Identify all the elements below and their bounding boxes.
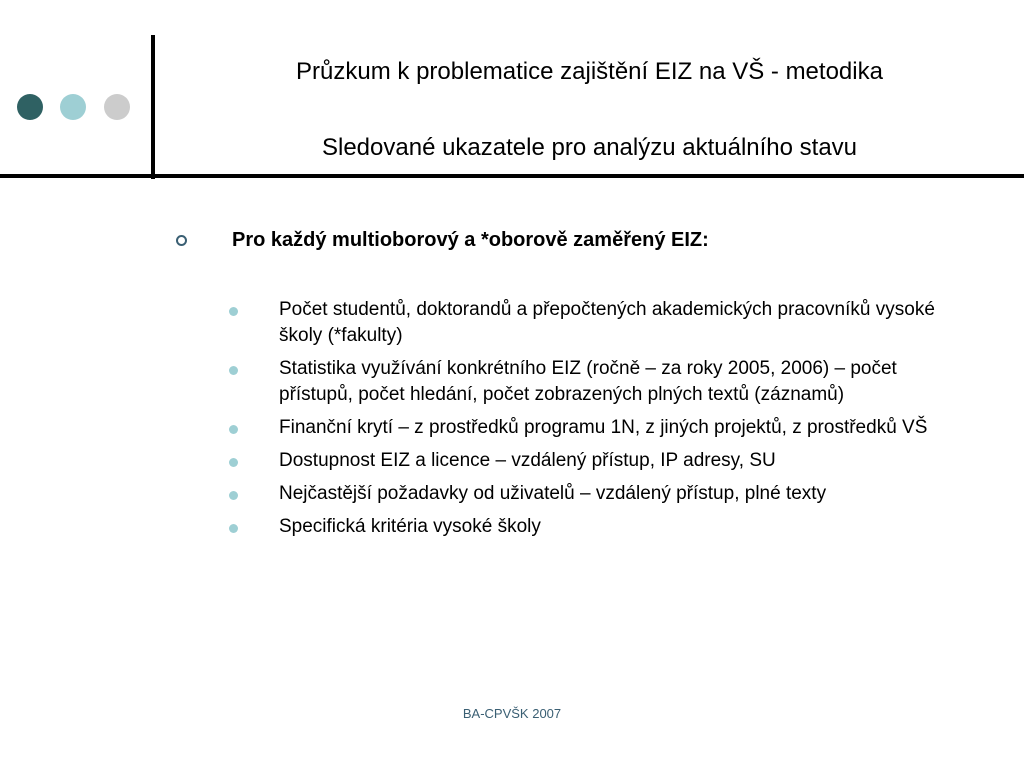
horizontal-divider: [0, 174, 1024, 178]
list-item-text: Nejčastější požadavky od uživatelů – vzdálený přístup, plné texty: [279, 483, 827, 504]
list-item-text: Dostupnost EIZ a licence – vzdálený přístup, IP adresy, SU: [279, 450, 776, 471]
list-item-text: Statistika využívání konkrétního EIZ (ročně – za roky 2005, 2006) – počet přístupů, počet hledání, počet zobrazených plných textů (záznamů): [279, 358, 897, 405]
bullet-dot-icon: [229, 366, 238, 375]
bullet-dot-icon: [229, 307, 238, 316]
slide-title: Průzkum k problematice zajištění EIZ na VŠ - metodika: [296, 58, 883, 85]
list-item: [227, 448, 947, 474]
sub-bullet-list: [227, 297, 947, 547]
list-item: [227, 356, 947, 408]
main-bullet-text: Pro každý multioborový a *oborově zaměřený EIZ:: [232, 229, 709, 251]
dark-teal-dot: [17, 94, 43, 120]
gray-dot: [104, 94, 130, 120]
list-item: [227, 297, 947, 349]
bullet-dot-icon: [229, 458, 238, 467]
list-item: [227, 481, 947, 507]
slide-subtitle: Sledované ukazatele pro analýzu aktuálního stavu: [321, 134, 858, 161]
list-item: [227, 415, 947, 441]
list-item: [227, 514, 947, 540]
list-item-text: Specifická kritéria vysoké školy: [279, 516, 541, 537]
bullet-dot-icon: [229, 524, 238, 533]
footer-text: BA-CPVŠK 2007: [462, 706, 562, 721]
light-teal-dot: [60, 94, 86, 120]
hollow-bullet-icon: [176, 235, 187, 246]
bullet-dot-icon: [229, 425, 238, 434]
bullet-dot-icon: [229, 491, 238, 500]
list-item-text: Počet studentů, doktorandů a přepočtených akademických pracovníků vysoké školy (*fakulty): [279, 299, 935, 346]
list-item-text: Finanční krytí – z prostředků programu 1N, z jiných projektů, z prostředků VŠ: [279, 417, 928, 438]
